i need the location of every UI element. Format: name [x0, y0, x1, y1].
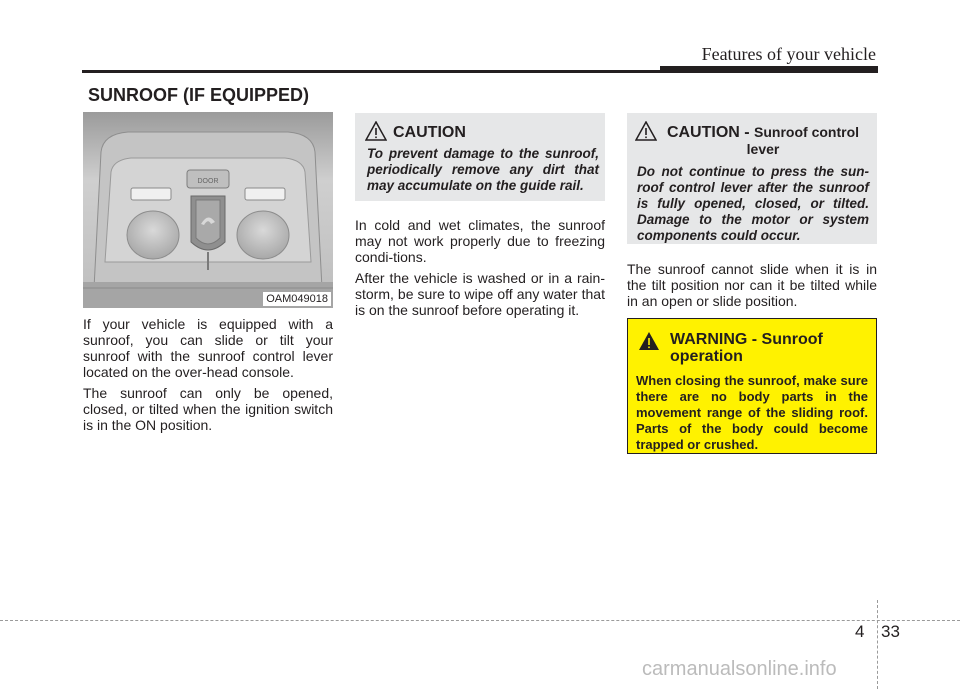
footer-divider: [877, 600, 878, 689]
warning-text: When closing the sunroof, make sure there are no body parts in the movement range of the sliding roof. Parts of the body could become trapped or crushed.: [636, 373, 868, 452]
section-title: SUNROOF (IF EQUIPPED): [88, 85, 310, 105]
warning-box-sunroof-operation: [627, 318, 877, 454]
door-button-label: DOOR: [197, 178, 219, 185]
caution-box-sunroof-lever: [627, 113, 877, 244]
warning-triangle-icon: [365, 121, 387, 141]
caution-text: To prevent damage to the sunroof, periodically remove any dirt that may accumulate on the guide rail.: [367, 146, 599, 193]
caution-title: CAUTION: [393, 124, 466, 141]
caution-subtitle: Sunroof control lever: [746, 124, 860, 157]
image-code: OAM049018: [263, 292, 331, 306]
warning-triangle-filled-icon: [638, 331, 660, 351]
caution-text: Do not continue to press the sun-roof control lever after the sunroof is fully opened, closed, or tilted. Damage to the motor or system components could occur.: [637, 164, 869, 243]
running-header: Features of your vehicle: [701, 44, 876, 64]
paragraph: The sunroof cannot slide when it is in the tilt position nor can it be tilted while in an open or slide position.: [627, 261, 877, 309]
footer-rule: [0, 620, 960, 621]
overhead-console-photo: [83, 112, 333, 308]
column-3-text: [627, 261, 877, 314]
caution-header: [355, 113, 605, 142]
caution-title: CAUTION -: [666, 124, 750, 141]
chapter-number: 4: [855, 622, 865, 641]
warning-header: [628, 319, 876, 365]
watermark: carmanualsonline.info: [642, 658, 837, 680]
overhead-console-illustration: [83, 112, 333, 308]
paragraph: The sunroof can only be opened, closed, or tilted when the ignition switch is in the ON position.: [83, 385, 333, 433]
caution-title-group: [663, 124, 863, 158]
page-number: 33: [881, 622, 900, 641]
warning-title: WARNING - Sunroof operation: [670, 331, 823, 365]
caution-box-guide-rail: [355, 113, 605, 201]
paragraph: In cold and wet climates, the sunroof may not work properly due to freezing condi-tions.: [355, 217, 605, 265]
column-2-text: [355, 217, 605, 323]
column-1-text: [83, 316, 333, 438]
paragraph: If your vehicle is equipped with a sunroof, you can slide or tilt your sunroof with the sunroof control lever located on the over-head console.: [83, 316, 333, 380]
caution-header: [627, 113, 877, 158]
paragraph: After the vehicle is washed or in a rain-storm, be sure to wipe off any water that is on the sunroof before operating it.: [355, 270, 605, 318]
header-rule-accent: [660, 66, 878, 73]
warning-triangle-icon: [635, 121, 657, 141]
